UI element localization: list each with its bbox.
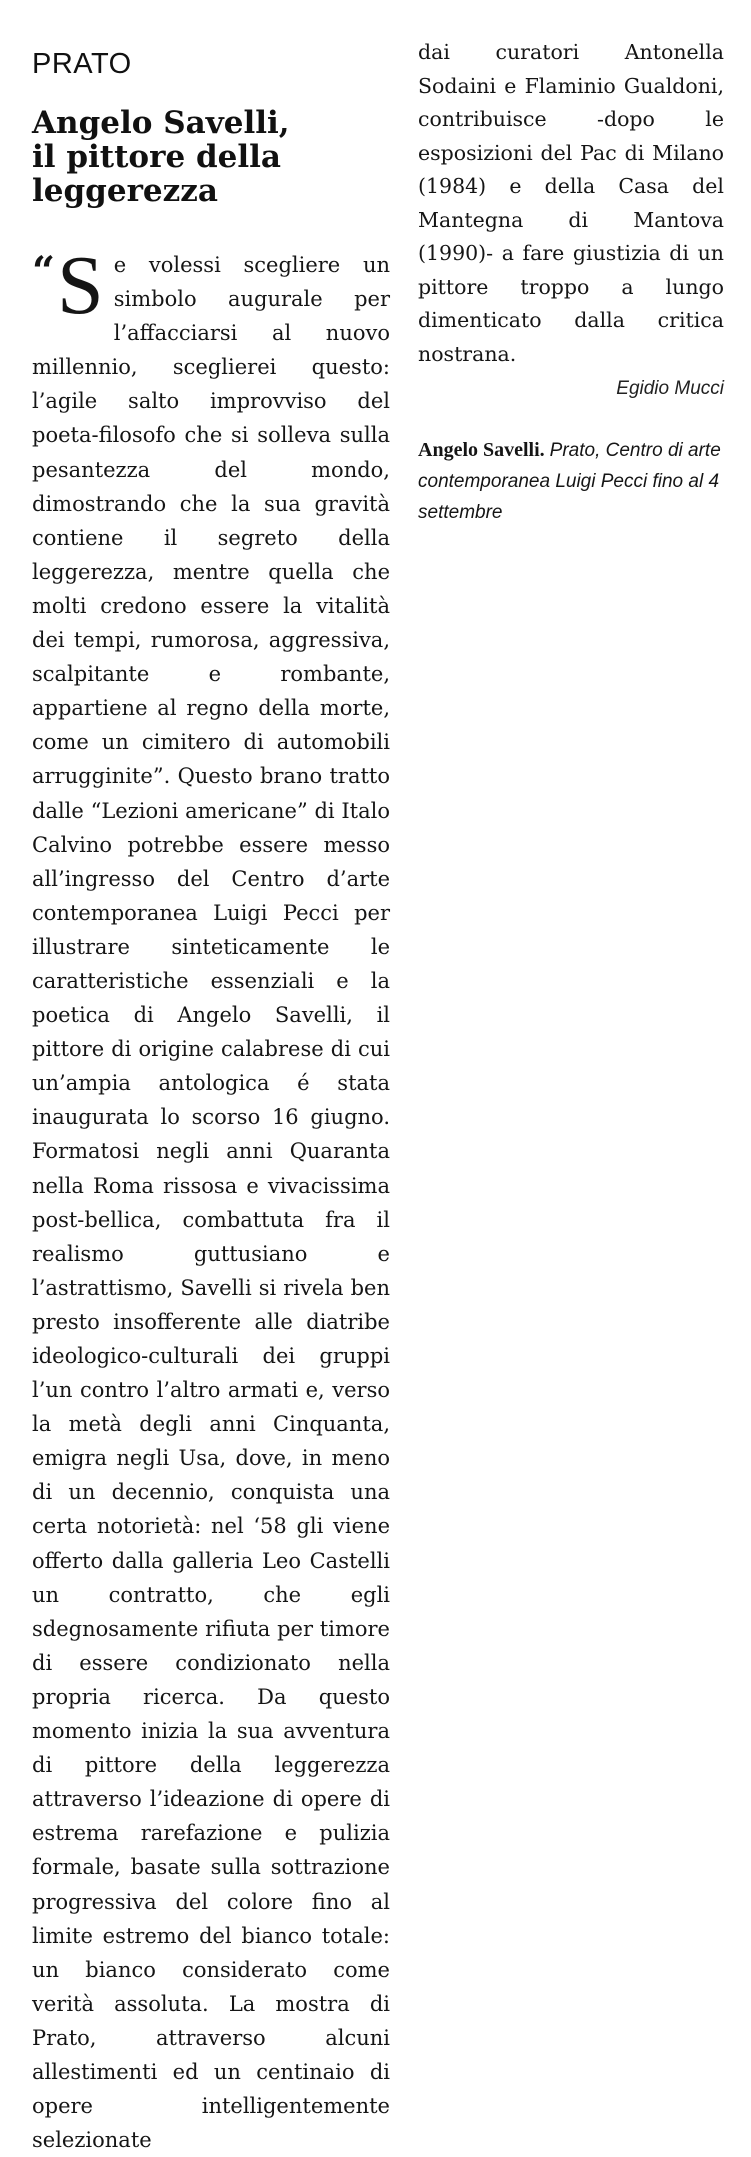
left-column — [32, 36, 390, 2157]
exhibition-details: Prato, Centro di arte contemporanea Luigi Pecci fino al 4 settembre — [418, 440, 721, 523]
drop-cap — [32, 239, 104, 332]
headline-line: leggerezza — [32, 173, 218, 209]
headline-line: il pittore della — [32, 139, 281, 175]
exhibition-info — [418, 435, 724, 528]
headline-line: Angelo Savelli, — [32, 105, 290, 141]
drop-cap-letter: S — [57, 239, 104, 332]
article-headline — [32, 106, 390, 208]
section-label: PRATO — [32, 48, 132, 80]
opening-quote-mark: “ — [32, 248, 56, 295]
article-body — [32, 239, 390, 2157]
article-body-text: e volessi scegliere un simbolo augurale per l’affacciarsi al nuovo millennio, sceglierei questo: l’agile salto improvviso del poeta-filosofo che si solleva sulla pesantezza del mondo, dimostrando che la sua gravità contiene il segreto della leggerezza, mentre quella che molti credono essere la vitalità dei tempi, rumorosa, aggressiva, scalpitante e rombante, appartiene al regno della morte, come un cimitero di automobili arrugginite”. Questo brano tratto dalle “Lezioni americane” di Italo Calvino potrebbe essere messo all’ingresso del Centro d’arte contemporanea Luigi Pecci per illustrare sinteticamente le caratteristiche essenziali e la poetica di Angelo Savelli, il pittore di origine calabrese di cui un’ampia antologica é stata inaugurata lo scorso 16 giugno. Formatosi negli anni Quaranta nella Roma rissosa e vivacissima post-bellica, combattuta fra il realismo guttusiano e l’astrattismo, Savelli si rivela ben presto insofferente alle diatribe ideologico-culturali dei gruppi l’un contro l’altro armati e, verso la metà degli anni Cinquanta, emigra negli Usa, dove, in meno di un decennio, conquista una certa notorietà: nel ‘58 gli viene offerto dalla galleria Leo Castelli un contratto, che egli sdegnosamente rifiuta per timore di essere condizionato nella propria ricerca. Da questo momento inizia la sua avventura di pittore della leggerezza attraverso l’ideazione di opere di estrema rarefazione e pulizia formale, basate sulla sottrazione progressiva del colore fino al limite estremo del bianco totale: un bianco considerato come verità assoluta. La mostra di Prato, attraverso alcuni allestimenti ed un centinaio di opere intelligentemente selezionate — [32, 253, 390, 2153]
author-signature: Egidio Mucci — [616, 378, 724, 399]
right-column — [418, 36, 724, 528]
exhibition-title: Angelo Savelli. — [418, 439, 545, 461]
article-body-continued: dai curatori Antonella Sodaini e Flaminio Gualdoni, contribuisce -dopo le esposizioni del Pac di Milano (1984) e della Casa del Mantegna di Mantova (1990)- a fare giustizia di un pittore troppo a lungo dimenticato dalla critica nostrana. — [418, 40, 724, 366]
